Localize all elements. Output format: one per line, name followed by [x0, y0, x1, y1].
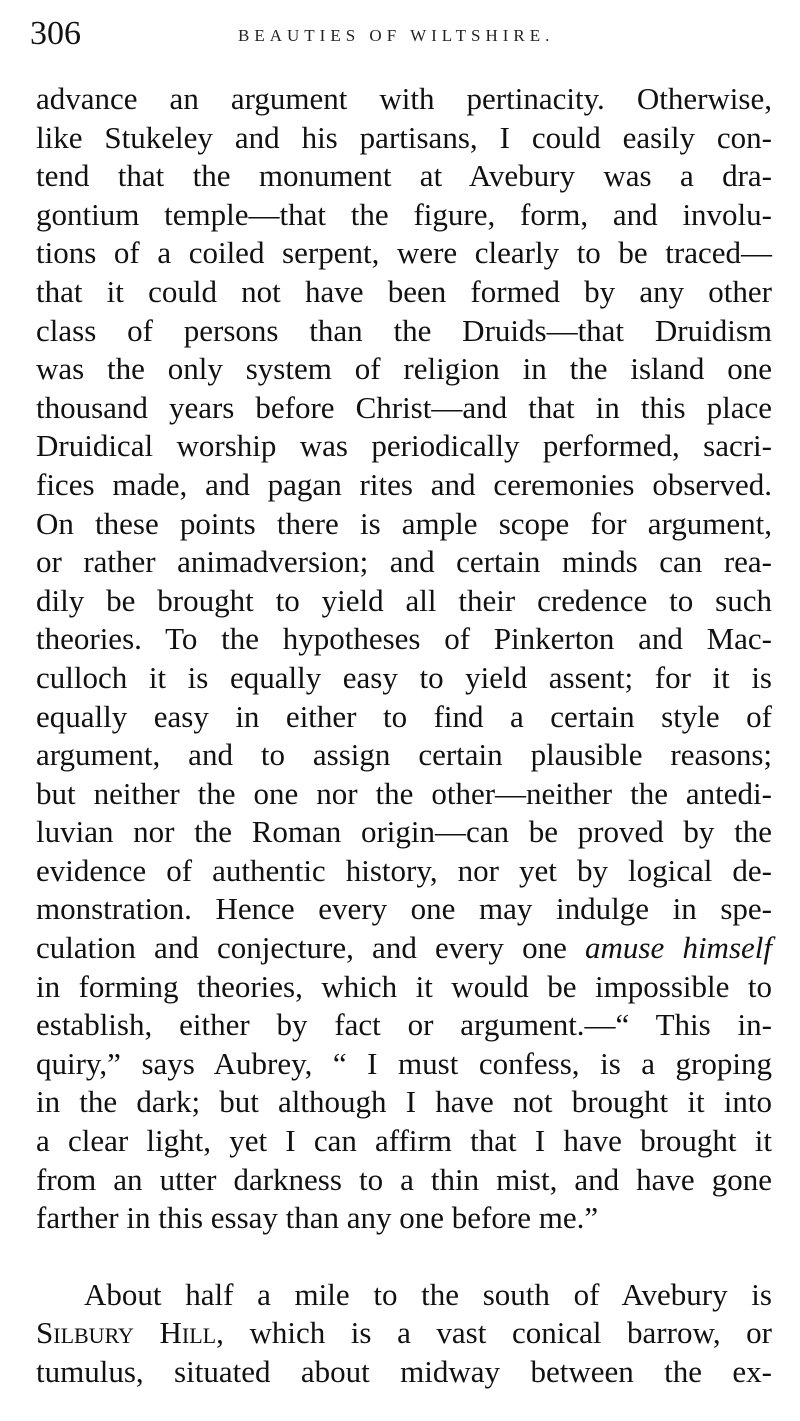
- text-line: theories. To the hypotheses of Pinkerton and Mac-: [36, 621, 772, 657]
- text-line: quiry,” says Aubrey, “ I must confess, is a groping: [36, 1045, 772, 1081]
- text-line: thousand years before Christ—and that in this place: [36, 389, 772, 425]
- text-line: a clear light, yet I can affirm that I have brought it: [36, 1123, 772, 1159]
- paragraph-gap: [36, 1238, 772, 1276]
- text-line: in the dark; but although I have not brought it into: [36, 1084, 772, 1120]
- text-line: but neither the one nor the other—neither the antedi-: [36, 775, 772, 811]
- text-line: fices made, and pagan rites and ceremonies observed.: [36, 466, 772, 502]
- page-header: [30, 14, 770, 54]
- text-line: equally easy in either to find a certain style of: [36, 698, 772, 734]
- text-line: Druidical worship was periodically performed, sacri-: [36, 428, 772, 464]
- text-fragment: , which is a vast conical barrow, or: [216, 1315, 772, 1351]
- text-line: class of persons than the Druids—that Druidism: [36, 312, 772, 348]
- italic-phrase: amuse himself: [585, 930, 772, 966]
- text-line: evidence of authentic history, nor yet by logical de-: [36, 852, 772, 888]
- text-fragment: culation and conjecture, and every one: [36, 930, 567, 966]
- text-line: advance an argument with pertinacity. Otherwise,: [36, 81, 772, 116]
- text-line: On these points there is ample scope for argument,: [36, 505, 772, 541]
- smallcaps-term: Silbury Hill: [36, 1315, 217, 1351]
- text-line: establish, either by fact or argument.—“ This in-: [36, 1007, 772, 1043]
- text-line-with-italic: [36, 929, 772, 968]
- text-line: from an utter darkness to a thin mist, and have gone: [36, 1161, 772, 1197]
- text-line: culloch it is equally easy to yield assent; for it is: [36, 659, 772, 695]
- text-line: dily be brought to yield all their credence to such: [36, 582, 772, 618]
- text-line: that it could not have been formed by any other: [36, 273, 772, 309]
- text-line-with-smallcaps: [36, 1314, 772, 1353]
- text-line: tend that the monument at Avebury was a dra-: [36, 158, 772, 194]
- text-line: tumulus, situated about midway between the ex-: [36, 1354, 772, 1389]
- text-line: argument, and to assign certain plausible reasons;: [36, 737, 772, 773]
- text-line: monstration. Hence every one may indulge in spe-: [36, 891, 772, 927]
- running-head: BEAUTIES OF WILTSHIRE.: [238, 26, 555, 45]
- text-line: like Stukeley and his partisans, I could easily con-: [36, 119, 772, 155]
- page-number: 306: [30, 15, 81, 52]
- text-line: farther in this essay than any one before me.”: [36, 1200, 599, 1236]
- text-line: or rather animadversion; and certain minds can rea-: [36, 544, 772, 580]
- text-line: luvian nor the Roman origin—can be proved by the: [36, 814, 772, 850]
- text-line: gontium temple—that the figure, form, and involu-: [36, 196, 772, 232]
- text-line: tions of a coiled serpent, were clearly to be traced—: [36, 235, 772, 271]
- text-line: About half a mile to the south of Avebury is: [84, 1276, 772, 1312]
- text-line: was the only system of religion in the island one: [36, 351, 772, 387]
- text-line: in forming theories, which it would be impossible to: [36, 968, 772, 1004]
- body-text: [36, 80, 772, 1392]
